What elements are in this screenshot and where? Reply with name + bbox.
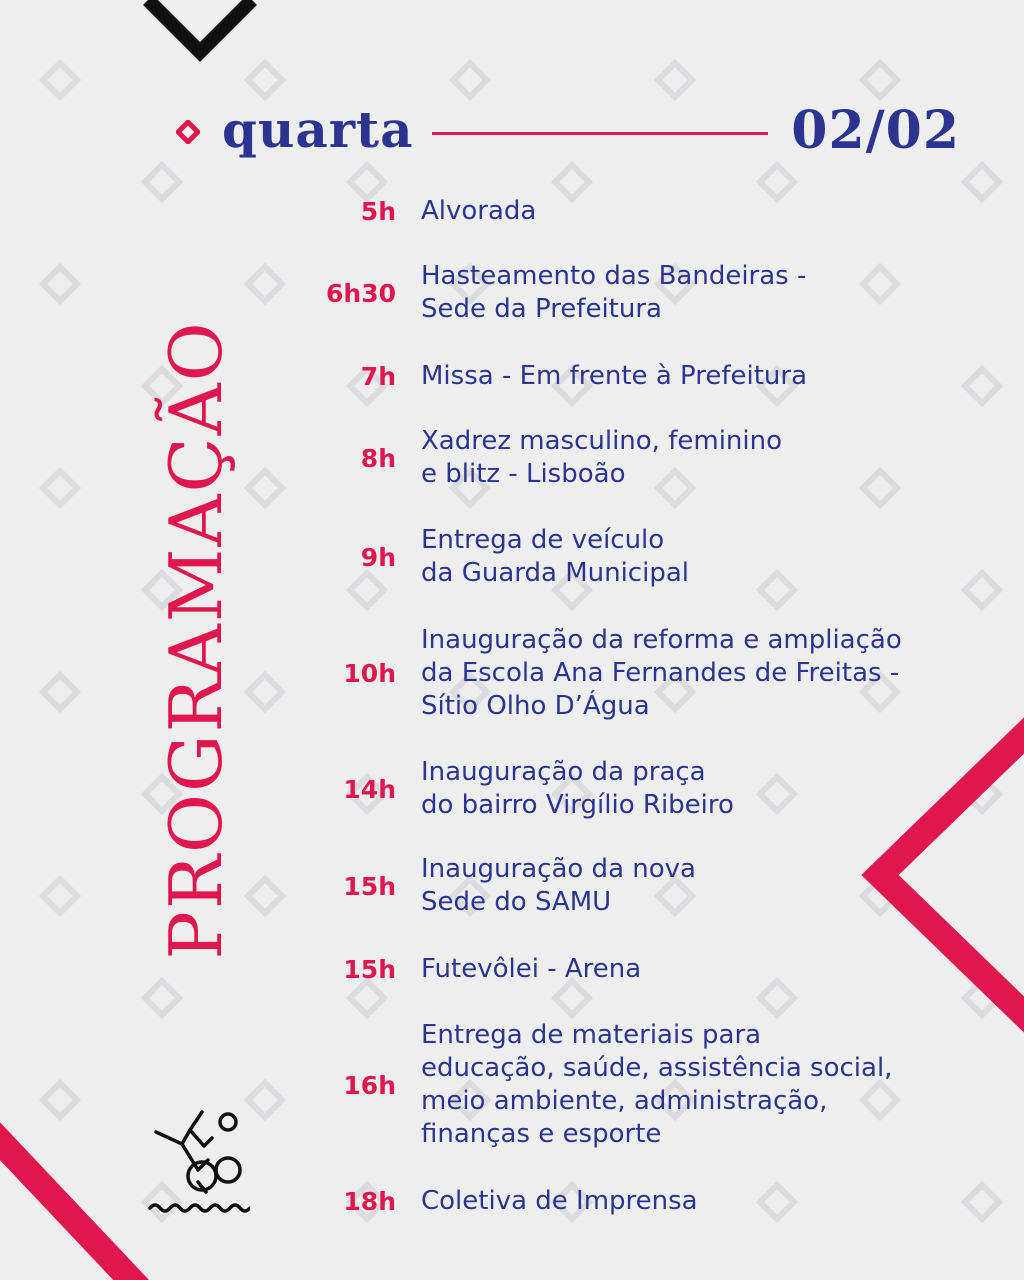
schedule-item — [0, 425, 1024, 491]
schedule-description-line: Futevôlei - Arena — [421, 953, 642, 984]
schedule-description-line: Inauguração da nova — [421, 854, 696, 884]
schedule-description — [421, 360, 981, 393]
schedule-time: 15h — [343, 871, 396, 901]
schedule-description-line: Sítio Olho D’Água — [421, 690, 650, 721]
schedule-description — [421, 756, 981, 822]
schedule-description-line: Entrega de materiais para — [421, 1020, 762, 1050]
schedule-item — [0, 260, 1024, 326]
schedule-item — [0, 624, 1024, 723]
schedule-description — [421, 953, 981, 986]
day-label: quarta — [222, 100, 414, 159]
schedule-description-line: educação, saúde, assistência social, — [421, 1053, 893, 1083]
schedule-description-line: Coletiva de Imprensa — [421, 1185, 698, 1216]
schedule-description — [421, 853, 981, 919]
schedule-item — [0, 853, 1024, 919]
programacao-title: PROGRAMAÇÃO — [154, 320, 238, 960]
schedule-description-line: da Escola Ana Fernandes de Freitas - — [421, 657, 900, 688]
schedule-description — [421, 524, 981, 590]
schedule-description-line: Hasteamento das Bandeiras - — [421, 261, 807, 291]
date-label: 02/02 — [791, 100, 960, 161]
schedule-item — [0, 524, 1024, 590]
schedule-description-line: Alvorada — [421, 195, 537, 226]
schedule-description — [421, 425, 981, 491]
schedule-description-line: Inauguração da praça — [421, 757, 706, 787]
schedule-description-line: Xadrez masculino, feminino — [421, 426, 783, 456]
schedule-time: 14h — [343, 774, 396, 804]
schedule-description — [421, 1019, 981, 1151]
schedule-description-line: e blitz - Lisboão — [421, 459, 626, 489]
schedule-item — [0, 195, 1024, 228]
schedule-description — [421, 1185, 981, 1218]
schedule-description-line: da Guarda Municipal — [421, 558, 689, 588]
schedule-time: 15h — [343, 954, 396, 984]
schedule-description-line: meio ambiente, administração, — [421, 1086, 828, 1116]
schedule-time: 5h — [360, 196, 396, 226]
schedule-time: 7h — [360, 361, 396, 391]
schedule-description — [421, 260, 981, 326]
schedule-description-line: Inauguração da reforma e ampliação — [421, 624, 902, 655]
schedule-description-line: Sede do SAMU — [421, 887, 612, 917]
schedule-time: 9h — [360, 542, 396, 572]
schedule-item — [0, 953, 1024, 986]
schedule-time: 10h — [343, 658, 396, 688]
schedule-description-line: finanças e esporte — [421, 1119, 662, 1149]
schedule-item — [0, 756, 1024, 822]
schedule-description-line: Sede da Prefeitura — [421, 294, 662, 324]
cyclist-logo-icon — [146, 1100, 250, 1216]
schedule-item — [0, 360, 1024, 393]
schedule-time: 8h — [360, 443, 396, 473]
schedule-description-line: Missa - Em frente à Prefeitura — [421, 360, 808, 391]
schedule-description — [421, 195, 981, 228]
schedule-description — [421, 624, 981, 723]
schedule-description-line: Entrega de veículo — [421, 525, 665, 555]
schedule-time: 6h30 — [326, 278, 396, 308]
schedule-description-line: do bairro Virgílio Ribeiro — [421, 790, 734, 820]
schedule-time: 16h — [343, 1070, 396, 1100]
schedule-time: 18h — [343, 1186, 396, 1216]
